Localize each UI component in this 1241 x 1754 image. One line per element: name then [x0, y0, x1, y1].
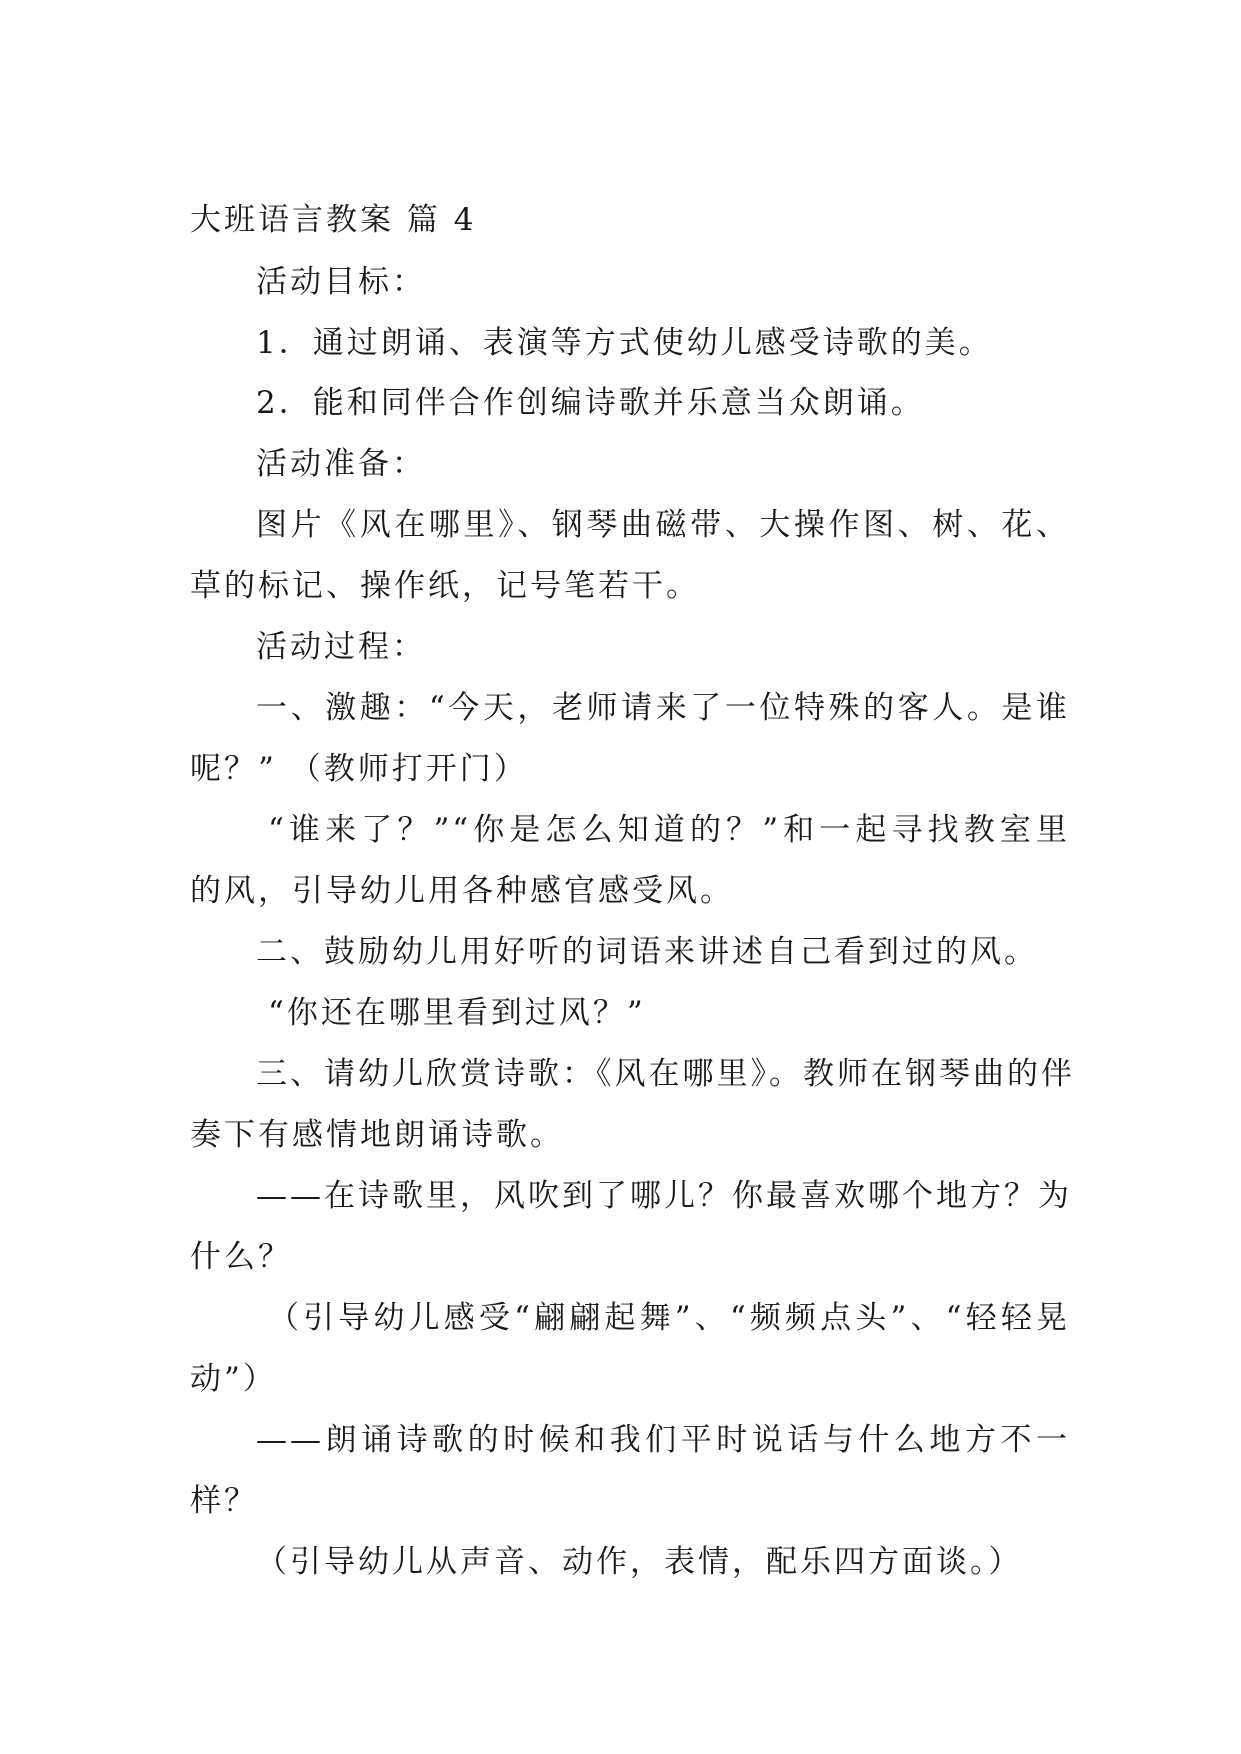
- objective-2: 2．能和同伴合作创编诗歌并乐意当众朗诵。: [256, 385, 925, 421]
- heading-preparation: 活动准备：: [256, 446, 426, 482]
- document-title: 大班语言教案 篇 4: [190, 202, 477, 238]
- question-2-line-2: 样？: [190, 1483, 258, 1519]
- objective-1: 1．通过朗诵、表演等方式使幼儿感受诗歌的美。: [256, 325, 993, 361]
- question-1-line-1: ——在诗歌里，风吹到了哪儿？你最喜欢哪个地方？为: [256, 1178, 1072, 1214]
- step-1-quote-line-2: 的风，引导幼儿用各种感官感受风。: [190, 873, 734, 909]
- step-1-line-1: 一、激趣：“今天，老师请来了一位特殊的客人。是谁: [256, 690, 1070, 726]
- step-1-line-2: 呢？” （教师打开门）: [190, 751, 528, 787]
- step-3-line-2: 奏下有感情地朗诵诗歌。: [190, 1117, 564, 1153]
- guide-2-line: （引导幼儿从声音、动作，表情，配乐四方面谈。）: [256, 1544, 1023, 1580]
- guide-1-line-2: 动”）: [190, 1361, 277, 1397]
- preparation-line-2: 草的标记、操作纸，记号笔若干。: [190, 568, 700, 604]
- step-2-quote: “你还在哪里看到过风？”: [268, 995, 646, 1031]
- question-2-line-1: ——朗诵诗歌的时候和我们平时说话与什么地方不一: [256, 1422, 1070, 1458]
- question-1-line-2: 什么？: [190, 1239, 292, 1275]
- step-3-line-1: 三、请幼儿欣赏诗歌：《风在哪里》。教师在钢琴曲的伴: [256, 1056, 1075, 1092]
- heading-objectives: 活动目标：: [256, 264, 426, 300]
- heading-process: 活动过程：: [256, 629, 426, 665]
- guide-1-line-1: （引导幼儿感受“翩翩起舞”、“频频点头”、“轻轻晃: [268, 1300, 1070, 1336]
- preparation-line-1: 图片《风在哪里》、钢琴曲磁带、大操作图、树、花、: [256, 507, 1070, 543]
- step-2-line: 二、鼓励幼儿用好听的词语来讲述自己看到过的风。: [256, 934, 1038, 970]
- step-1-quote-line-1: “谁来了？”“你是怎么知道的？”和一起寻找教室里: [268, 812, 1070, 848]
